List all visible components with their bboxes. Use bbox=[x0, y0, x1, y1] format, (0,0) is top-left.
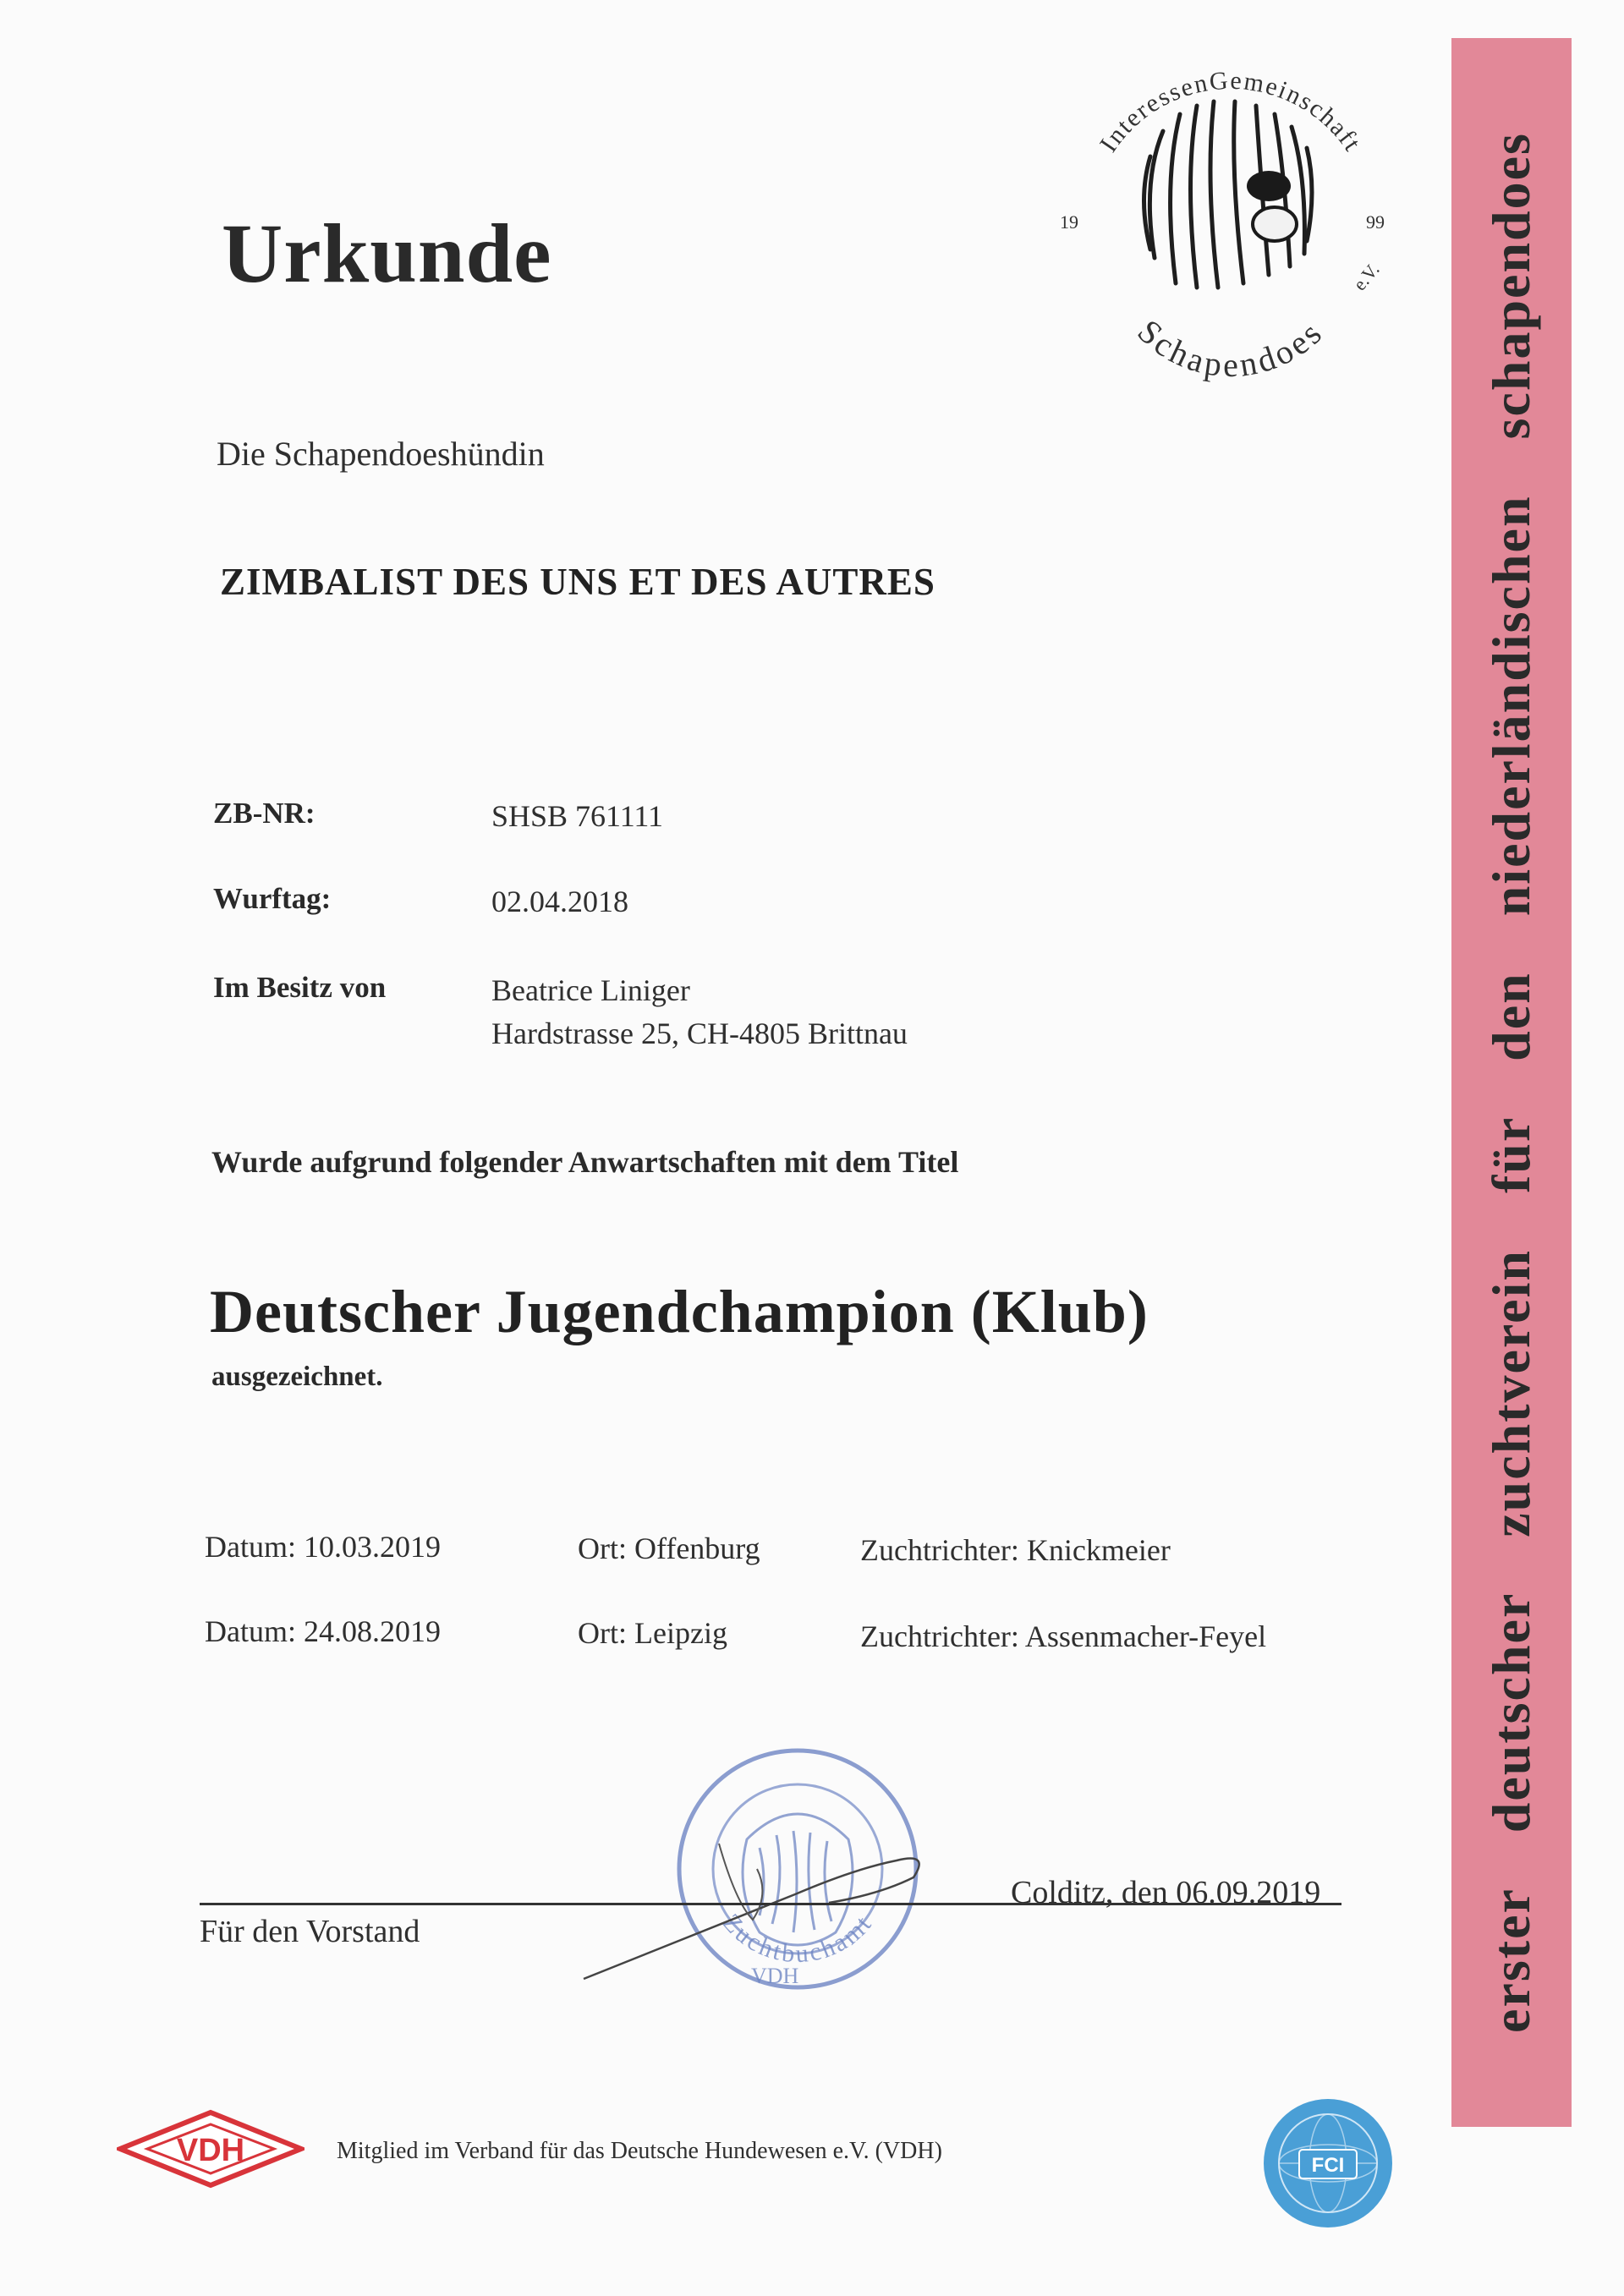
event-2-place: Ort: Leipzig bbox=[578, 1616, 727, 1650]
vdh-membership-text: Mitglied im Verband für das Deutsche Hundewesen e.V. (VDH) bbox=[337, 2138, 942, 2164]
vdh-logo bbox=[117, 2109, 304, 2189]
svg-text:InteressenGemeinschaft: InteressenGemeinschaft bbox=[1094, 66, 1368, 157]
award-lead: Wurde aufgrund folgender Anwartschaften mit dem Titel bbox=[211, 1145, 959, 1179]
signature-line bbox=[200, 1903, 1341, 1905]
wurftag-label: Wurftag: bbox=[213, 882, 332, 915]
logo-year-left: 19 bbox=[1060, 211, 1078, 233]
svg-text:Zuchtbuchamt: Zuchtbuchamt bbox=[716, 1908, 879, 1969]
logo-ev: e.V. bbox=[1348, 259, 1384, 295]
event-1-date: Datum: 10.03.2019 bbox=[205, 1530, 441, 1564]
owner-address: Hardstrasse 25, CH-4805 Brittnau bbox=[491, 1016, 908, 1050]
zb-value: SHSB 761111 bbox=[491, 799, 664, 833]
owner-label: Im Besitz von bbox=[213, 971, 387, 1004]
stamp-vdh: VDH bbox=[751, 1964, 799, 1988]
fci-logo bbox=[1260, 2096, 1396, 2231]
zb-label: ZB-NR: bbox=[213, 797, 315, 830]
dog-head-icon bbox=[1142, 97, 1320, 300]
award-awarded: ausgezeichnet. bbox=[211, 1362, 383, 1392]
owner-name: Beatrice Liniger bbox=[491, 973, 690, 1007]
signature-for-board: Für den Vorstand bbox=[200, 1914, 420, 1949]
club-logo bbox=[1053, 47, 1408, 385]
side-band-text: erster deutscher zuchtverein für den niederländischen schapendoes bbox=[1481, 132, 1541, 2033]
signature-scribble bbox=[575, 1793, 939, 1987]
wurftag-value: 02.04.2018 bbox=[491, 885, 628, 918]
intro-text: Die Schapendoeshündin bbox=[217, 435, 545, 473]
event-2-date: Datum: 24.08.2019 bbox=[205, 1614, 441, 1648]
svg-text:FCI: FCI bbox=[1311, 2154, 1345, 2177]
event-1-place: Ort: Offenburg bbox=[578, 1532, 760, 1565]
event-1-judge: Zuchtrichter: Knickmeier bbox=[860, 1533, 1171, 1567]
svg-text:VDH: VDH bbox=[176, 2133, 245, 2168]
document-title: Urkunde bbox=[222, 206, 552, 300]
signature-place-date: Colditz, den 06.09.2019 bbox=[1011, 1875, 1321, 1910]
logo-year-right: 99 bbox=[1366, 211, 1385, 233]
svg-text:Schapendoes: Schapendoes bbox=[1130, 311, 1331, 385]
dog-name: ZIMBALIST DES UNS ET DES AUTRES bbox=[220, 561, 935, 603]
event-2-judge: Zuchtrichter: Assenmacher-Feyel bbox=[860, 1619, 1267, 1653]
award-title: Deutscher Jugendchampion (Klub) bbox=[210, 1278, 1149, 1345]
